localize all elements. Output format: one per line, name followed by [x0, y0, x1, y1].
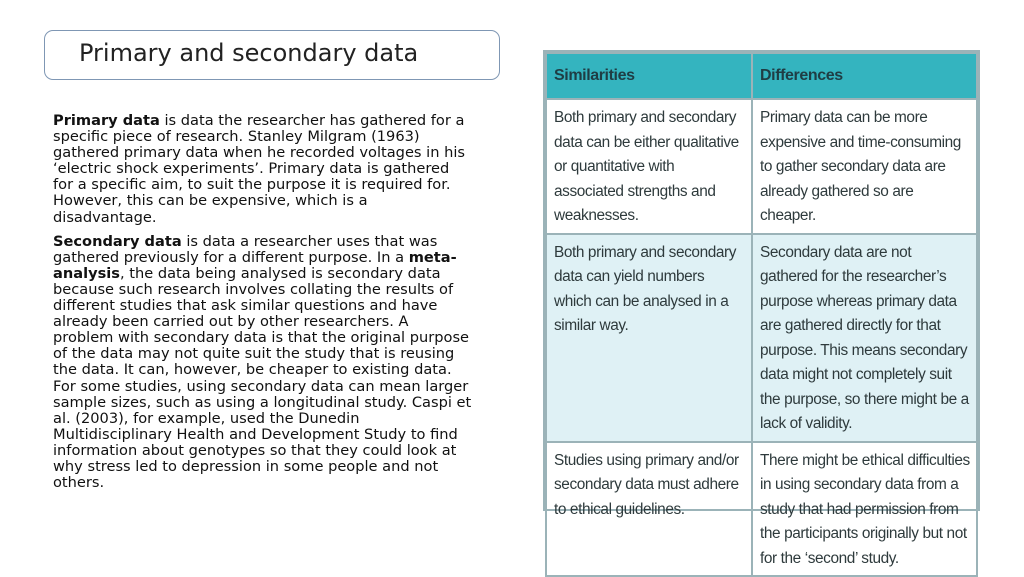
comparison-table: [543, 50, 980, 567]
table-cell-difference: Secondary data are not gathered for the researcher’s purpose whereas primary data are gathered directly for that purpose. This means secondary data might not completely suit the purpose, so there might be a lack of validity.: [752, 234, 977, 442]
table-cell-similarity: Studies using primary and/or secondary data must adhere to ethical guidelines.: [546, 442, 752, 577]
slide-title: Primary and secondary data: [79, 39, 419, 67]
header-differences: Differences: [752, 53, 977, 99]
paragraph-secondary-text-a: is data a researcher uses that was gathered previously for a different purpose. In a: [53, 232, 438, 266]
header-similarities: Similarities: [546, 53, 752, 99]
table-cell-difference: Primary data can be more expensive and time-consuming to gather secondary data are already gathered so are cheaper.: [752, 99, 977, 234]
table-cell-similarity: Both primary and secondary data can yield numbers which can be analysed in a similar way.: [546, 234, 752, 442]
table-cell-similarity: Both primary and secondary data can be either qualitative or quantitative with associated strengths and weaknesses.: [546, 99, 752, 234]
term-primary-data: Primary data: [53, 112, 160, 129]
term-meta-analysis: meta-analysis: [53, 248, 457, 282]
title-box: [44, 30, 500, 80]
paragraph-primary-text: is data the researcher has gathered for a specific piece of research. Stanley Milgram (1963) gathered primary data when he recorded voltages in his ‘electric shock experiments’. Primary data is gathered for a specific aim, to suit the purpose it is required for. However, this can be expensive, which is a disadvantage.: [53, 112, 466, 226]
paragraph-primary: [53, 113, 473, 226]
table-row: [546, 442, 977, 577]
table-row: [546, 99, 977, 234]
table-row: [546, 234, 977, 442]
body-text: [53, 113, 473, 499]
paragraph-secondary: [53, 234, 473, 492]
paragraph-secondary-text-b: , the data being analysed is secondary data because such research involves collating the results of different studies that ask similar questions and have already been carried out by other researchers. A problem with secondary data is that the original purpose of the data may not quite suit the study that is reusing the data. It can, however, be cheaper to existing data. For some studies, using secondary data can mean larger sample sizes, such as using a longitudinal study. Caspi et al. (2003), for example, used the Dunedin Multidisciplinary Health and Development Study to find information about genotypes so that they could look at why stress led to depression in some people and not others.: [53, 264, 472, 492]
table-cell-difference: There might be ethical difficulties in using secondary data from a study that had permission from the participants originally but not for the ‘second’ study.: [752, 442, 977, 577]
term-secondary-data: Secondary data: [53, 232, 182, 250]
